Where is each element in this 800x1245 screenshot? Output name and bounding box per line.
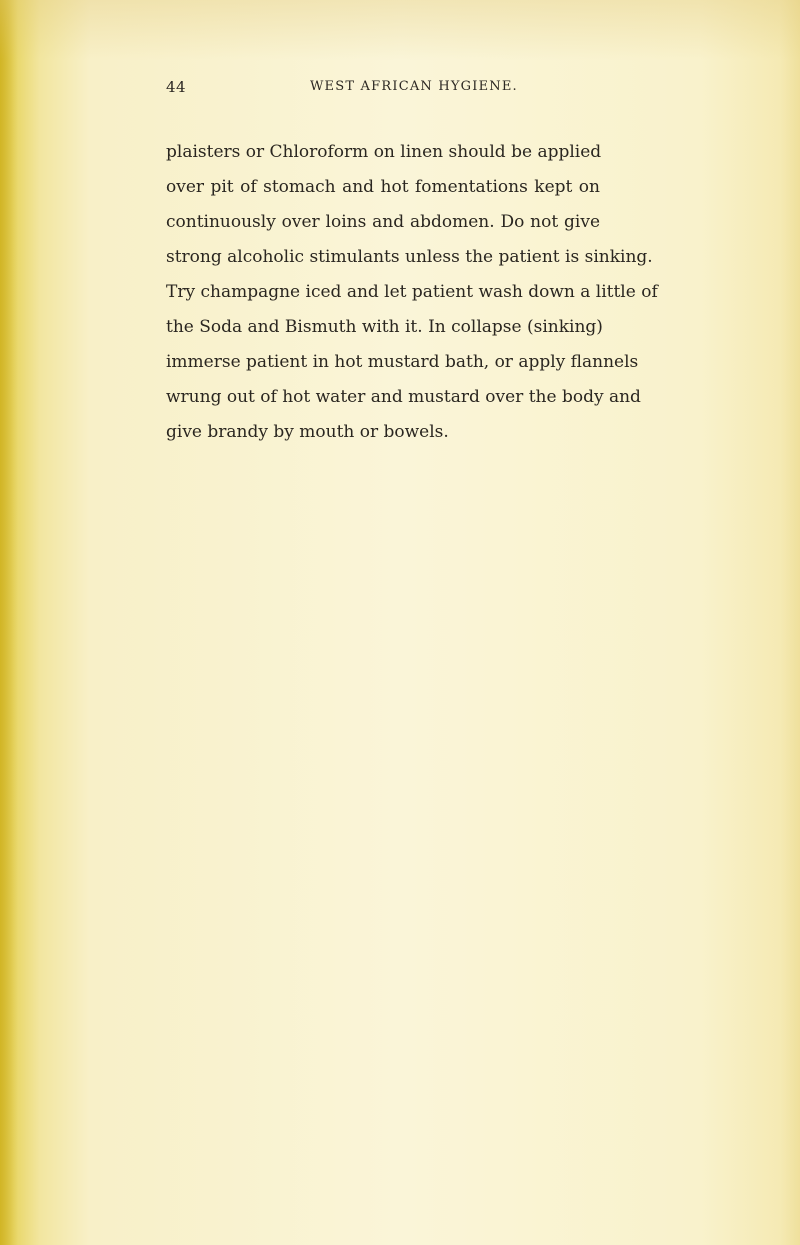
text-line: wrung out of hot water and mustard over the body and	[166, 387, 641, 407]
text-line: give brandy by mouth or bowels.	[166, 422, 449, 442]
running-head: WEST AFRICAN HYGIENE.	[310, 79, 518, 94]
text-line: strong alcoholic stimulants unless the patient is sinking.	[166, 247, 653, 267]
body-paragraph	[166, 135, 658, 450]
text-line: plaisters or Chloroform on linen should be applied	[166, 142, 602, 162]
text-line: over pit of stomach and hot fomentations kept on	[166, 177, 600, 197]
text-line: Try champagne iced and let patient wash down a little of	[166, 282, 658, 302]
text-line: immerse patient in hot mustard bath, or apply flannels	[166, 352, 639, 372]
page-header	[166, 78, 600, 102]
text-line: the Soda and Bismuth with it. In collapse (sinking)	[166, 317, 603, 337]
text-line: continuously over loins and abdomen. Do not give	[166, 212, 600, 232]
page-number: 44	[166, 78, 187, 96]
